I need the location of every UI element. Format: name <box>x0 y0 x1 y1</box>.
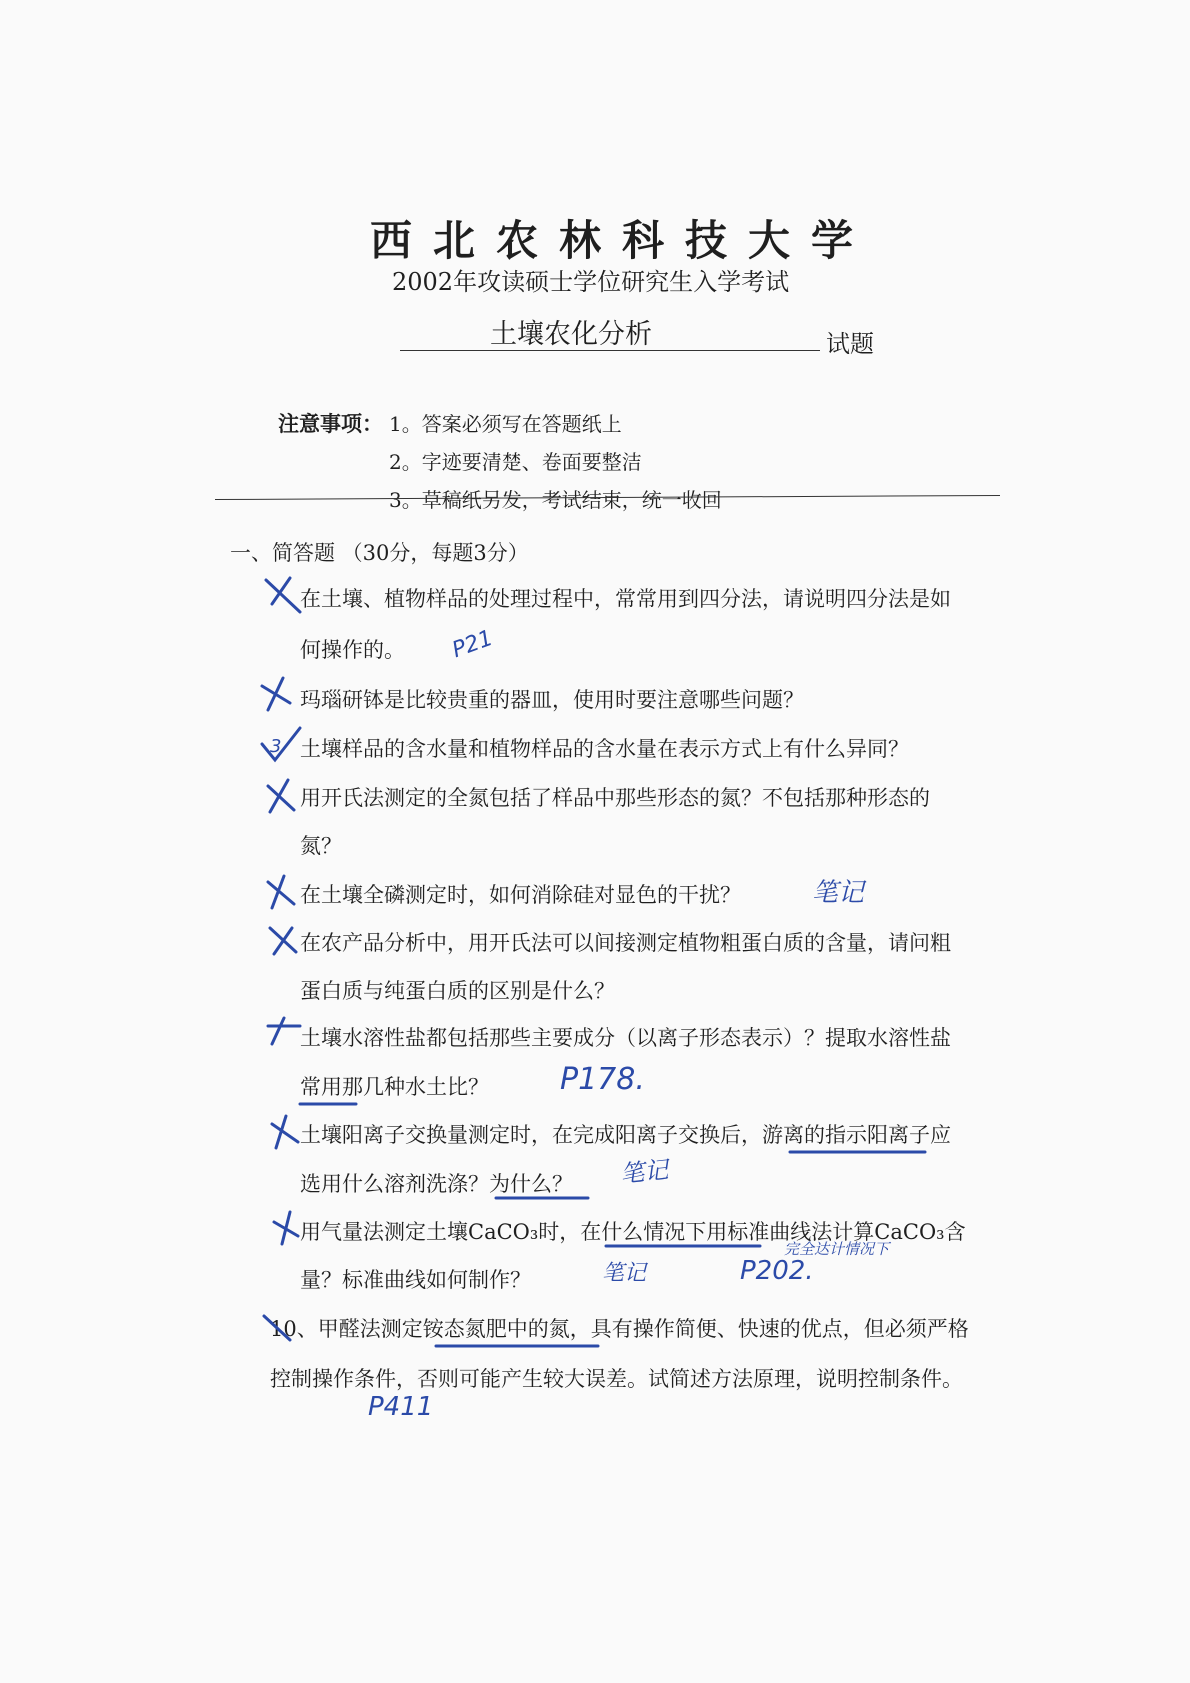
handwritten-note-2: 笔记 <box>618 1155 670 1189</box>
exam-title: 2002年攻读硕士学位研究生入学考试 <box>392 268 790 296</box>
cross-mark-q6 <box>270 928 296 954</box>
question-6-line1: 在农产品分析中，用开氏法可以间接测定植物粗蛋白质的含量，请问粗 <box>300 931 951 955</box>
handwritten-note-3: 笔记 <box>602 1261 647 1286</box>
question-10-line2: 控制操作条件，否则可能产生较大误差。试简述方法原理，说明控制条件。 <box>270 1367 963 1391</box>
strike-mark-q10 <box>264 1316 290 1340</box>
question-7-line2: 常用那几种水土比？ <box>300 1075 489 1099</box>
handwritten-note-1: 笔记 <box>812 878 865 908</box>
question-2-line1: 玛瑙研钵是比较贵重的器皿，使用时要注意哪些问题？ <box>300 688 804 712</box>
check-mark-q3 <box>262 728 300 760</box>
handwritten-page-ref-3: P202. <box>740 1256 814 1286</box>
question-9-line1: 用气量法测定土壤CaCO₃时，在什么情况下用标准曲线法计算CaCO₃含 <box>300 1220 966 1244</box>
question-4-line2: 氮？ <box>300 834 342 858</box>
handwritten-margin-note: 完全达计情况下 <box>784 1240 890 1258</box>
cross-mark-q8 <box>272 1116 298 1148</box>
question-8-line2: 选用什么溶剂洗涤？为什么？ <box>300 1172 573 1196</box>
subject-name: 土壤农化分析 <box>490 319 652 350</box>
notice-item-3: 3。草稿纸另发，考试结束，统一收回 <box>389 488 722 512</box>
cross-mark-q9 <box>274 1212 298 1244</box>
question-4-line1: 用开氏法测定的全氮包括了样品中那些形态的氮？不包括那种形态的 <box>300 786 930 810</box>
cross-mark-q4 <box>268 780 294 812</box>
question-6-line2: 蛋白质与纯蛋白质的区别是什么？ <box>300 979 615 1003</box>
handwritten-page-ref-2: P178. <box>560 1062 645 1097</box>
handwritten-page-ref-1: P21 <box>448 625 497 664</box>
section-title: 一、简答题 （30分，每题3分） <box>230 541 529 565</box>
question-1-line1: 在土壤、植物样品的处理过程中，常常用到四分法，请说明四分法是如 <box>300 587 951 611</box>
cross-mark-q5 <box>268 876 294 908</box>
cross-mark-q7 <box>268 1018 300 1044</box>
notice-item-1: 1。答案必须写在答题纸上 <box>389 412 622 436</box>
university-name: 西北农林科技大学 <box>370 216 875 265</box>
handwritten-page-ref-4: P411 <box>368 1392 434 1422</box>
question-5-line1: 在土壤全磷测定时，如何消除硅对显色的干扰？ <box>300 883 741 907</box>
cross-mark-q2 <box>262 678 290 710</box>
handwritten-number-3: 3 <box>270 736 282 757</box>
cross-mark-q1 <box>266 578 300 612</box>
subject-suffix: 试题 <box>826 330 874 358</box>
question-10-line1: 10、甲醛法测定铵态氮肥中的氮，具有操作简便、快速的优点，但必须严格 <box>270 1317 969 1341</box>
notice-item-2: 2。字迹要清楚、卷面要整洁 <box>389 450 642 474</box>
question-7-line1: 土壤水溶性盐都包括那些主要成分（以离子形态表示）？提取水溶性盐 <box>300 1026 951 1050</box>
question-1-line2: 何操作的。 <box>300 638 405 662</box>
question-8-line1: 土壤阳离子交换量测定时，在完成阳离子交换后，游离的指示阳离子应 <box>300 1123 951 1147</box>
question-3-line1: 土壤样品的含水量和植物样品的含水量在表示方式上有什么异同？ <box>300 737 909 761</box>
question-9-line2: 量？标准曲线如何制作？ <box>300 1268 531 1292</box>
notice-label: 注意事项： <box>278 411 383 436</box>
